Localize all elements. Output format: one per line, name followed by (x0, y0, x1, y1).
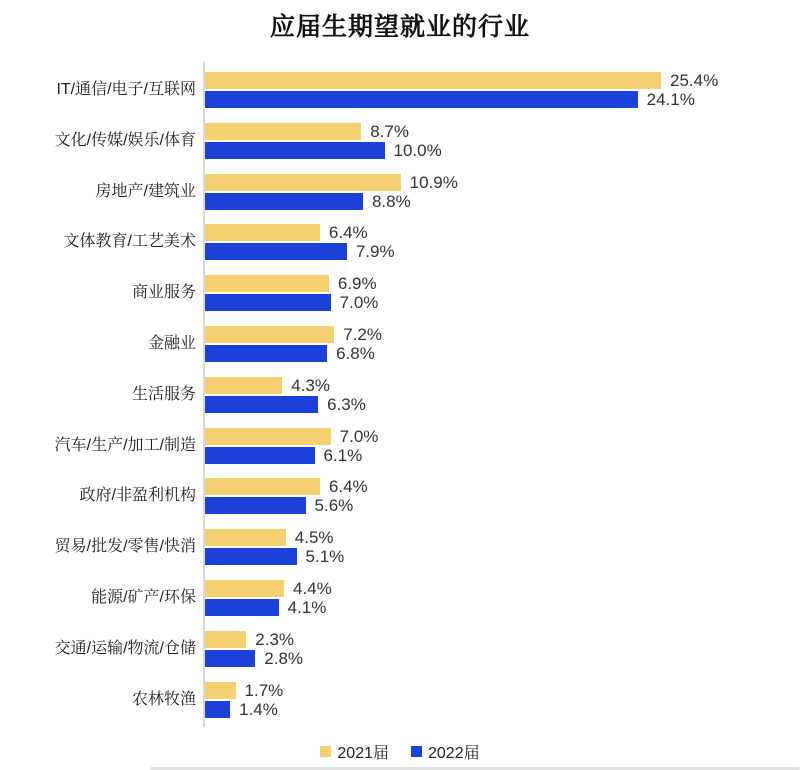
bar-2021届 (205, 580, 284, 597)
category-label: 汽车/生产/加工/制造 (54, 436, 196, 454)
bar-2022届 (205, 142, 385, 159)
bar-2021届 (205, 174, 401, 191)
bar-2021届 (205, 224, 320, 241)
value-label: 4.4% (292, 579, 332, 598)
bar-2022届 (205, 396, 318, 413)
value-label: 6.8% (336, 344, 375, 363)
category-label: IT/通信/电子/互联网 (56, 81, 196, 98)
value-label: 25.4% (670, 71, 719, 90)
bar-2022届 (205, 91, 638, 108)
legend-item-2022届 (411, 740, 480, 763)
category-label: 能源/矿产/环保 (91, 589, 196, 606)
legend-item-2021届 (320, 740, 389, 763)
category-label: 农林牧渔 (131, 690, 196, 708)
bar-2022届 (205, 701, 230, 718)
chart-legend (0, 740, 800, 762)
bar-2022届 (205, 650, 255, 667)
value-label: 1.7% (244, 680, 284, 700)
chart-title: 应届生期望就业的行业 (269, 13, 530, 41)
value-label: 6.1% (323, 445, 363, 465)
value-label: 8.8% (371, 191, 411, 211)
bar-2022届 (205, 548, 297, 565)
bar-2021届 (205, 326, 334, 343)
bar-2022届 (205, 294, 331, 311)
legend-swatch (411, 746, 422, 757)
bar-2021届 (205, 275, 329, 292)
value-label: 4.1% (287, 598, 327, 617)
value-label: 7.0% (339, 426, 379, 446)
value-label: 7.0% (339, 293, 379, 313)
value-label: 4.3% (291, 375, 330, 395)
value-label: 7.9% (355, 242, 395, 262)
value-label: 6.9% (337, 274, 377, 294)
category-label: 贸易/批发/零售/快消 (54, 538, 196, 556)
value-label: 7.2% (343, 325, 382, 344)
category-label: 房地产/建筑业 (95, 182, 196, 200)
category-label: 文化/传媒/娱乐/体育 (54, 131, 196, 149)
value-label: 8.7% (370, 121, 409, 141)
value-label: 5.6% (314, 496, 354, 516)
value-label: 10.0% (393, 140, 442, 160)
bar-2022届 (205, 243, 347, 260)
bar-2021届 (205, 72, 661, 89)
category-label: 金融业 (147, 335, 196, 352)
value-label: 4.5% (294, 528, 334, 548)
category-label: 文体教育/工艺美术 (63, 233, 196, 251)
bar-2021届 (205, 428, 331, 445)
bar-2022届 (205, 447, 315, 464)
value-label: 6.3% (327, 394, 366, 414)
category-label: 交通/运输/物流/仓储 (54, 639, 196, 657)
value-label: 2.3% (255, 629, 295, 649)
bar-2021届 (205, 631, 246, 648)
value-label: 5.1% (305, 547, 345, 567)
bar-2022届 (205, 193, 363, 210)
value-label: 2.8% (264, 648, 304, 668)
bar-2021届 (205, 377, 282, 394)
value-label: 24.1% (646, 90, 695, 109)
legend-swatch (320, 746, 331, 757)
bar-2022届 (205, 599, 279, 616)
legend-label: 2021届 (337, 744, 389, 762)
category-label: 政府/非盈利机构 (79, 487, 196, 505)
value-label: 1.4% (239, 699, 278, 719)
y-axis-line (203, 62, 205, 727)
bar-2022届 (205, 497, 306, 514)
value-label: 6.4% (328, 477, 368, 497)
legend-label: 2022届 (428, 744, 480, 762)
value-label: 6.4% (328, 223, 368, 243)
bar-2021届 (205, 478, 320, 495)
value-label: 10.9% (409, 172, 458, 192)
bar-2021届 (205, 682, 236, 699)
bar-2022届 (205, 345, 327, 362)
bar-2021届 (205, 123, 361, 140)
category-label: 商业服务 (131, 284, 196, 302)
bar-2021届 (205, 529, 286, 546)
category-label: 生活服务 (131, 385, 196, 403)
